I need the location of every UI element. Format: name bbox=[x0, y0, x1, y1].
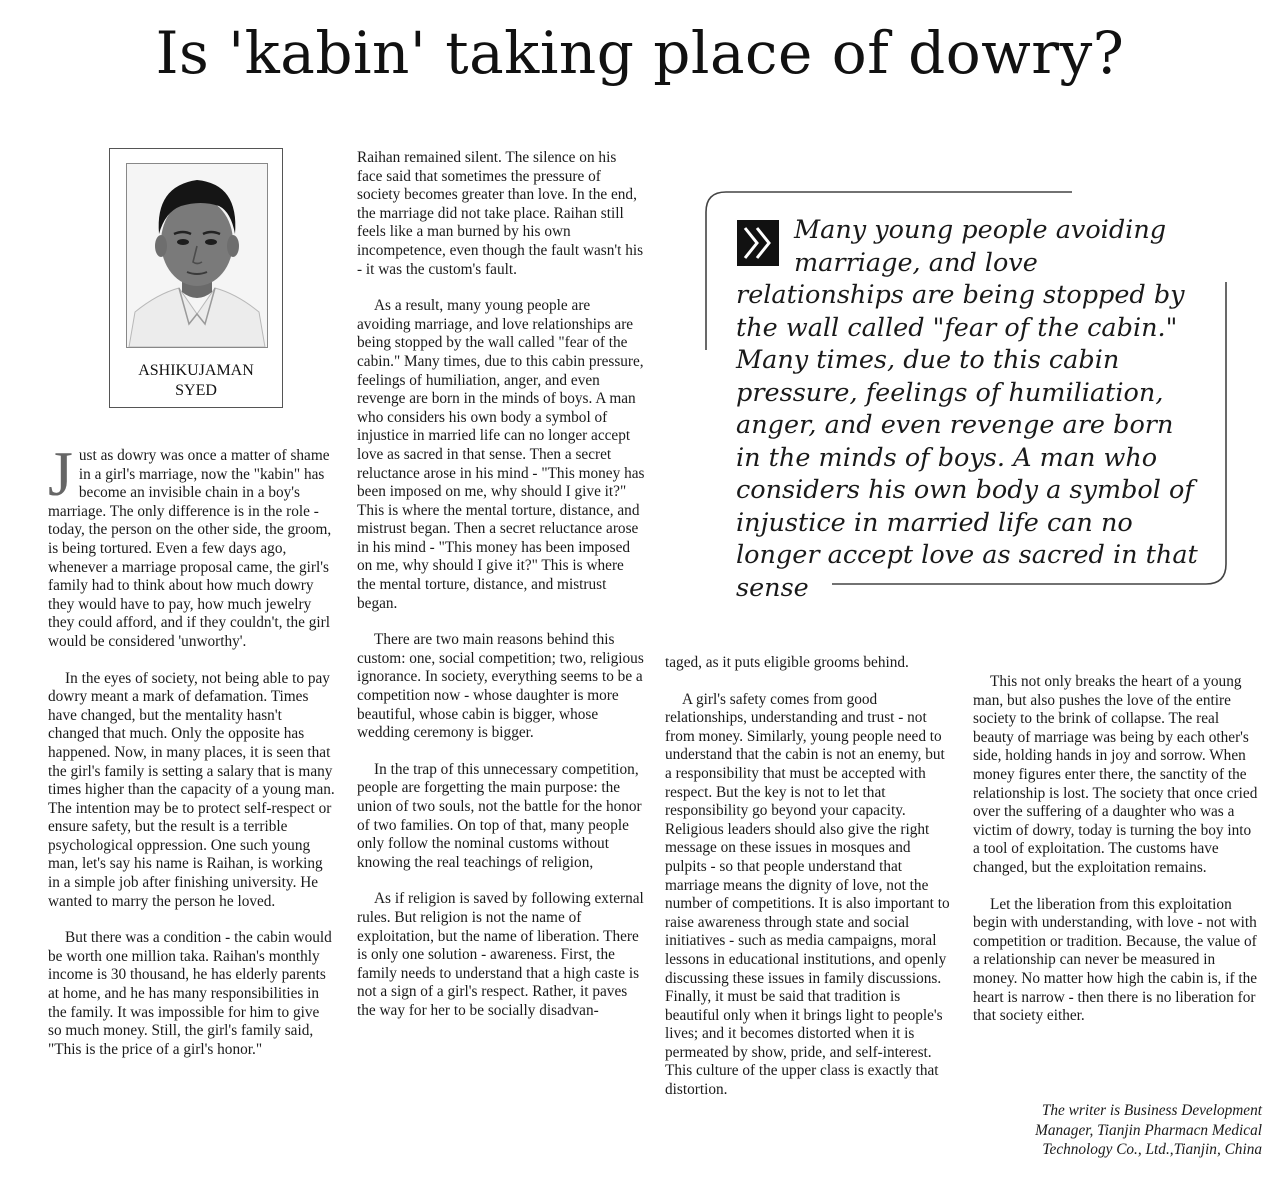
drop-cap: J bbox=[48, 438, 73, 509]
paragraph: Let the liberation from this exploitation begin with understanding, with love - not with competition or tradition. Because, the value of a relationship can never be measured in money. No matter how high the cabin is, if the heart is narrow - then there is no liberation for that society either. bbox=[973, 895, 1258, 1025]
article-column-2 bbox=[357, 149, 645, 1021]
paragraph: There are two main reasons behind this custom: one, social competition; two, religious ignorance. In society, everything seems to be a competition now - whose daughter is more beautiful, whose cabin is bigger, whose wedding ceremony is bigger. bbox=[357, 631, 644, 742]
article-column-4 bbox=[973, 673, 1261, 1026]
paragraph: As a result, many young people are avoiding marriage, and love relationships are being stopped by the wall called "fear of the cabin." Many times, due to this cabin pressure, feelings of humiliation, anger, and even revenge are born in the minds of boys. A man who considers his own body a symbol of injustice in married life can no longer accept love as sacred in that sense. Then a secret reluctance arose in his mind - "This money has been imposed on me, why should I give it?" This is where the mental torture, distance, and mistrust began. Then a secret reluctance arose in his mind - "This money has been imposed on me, why should I give it?" This is where the mental torture, distance, and mistrust began. bbox=[357, 297, 645, 612]
paragraph bbox=[48, 438, 336, 652]
paragraph-text: ust as dowry was once a matter of shame in a girl's marriage, now the "kabin" has become an invisible chain in a boy's marriage. The only difference is in the role - today, the person on the other side, the groom, is being tortured. Even a few days ago, whenever a marriage proposal came, the girl's family had to think about how much dowry they would have to pay, how much jewelry they could afford, and if they couldn't, the girl would be considered 'unworthy'. bbox=[48, 447, 332, 650]
paragraph: As if religion is saved by following external rules. But religion is not the name of exploitation, but the name of liberation. There is only one solution - awareness. First, the family needs to understand that a high caste is not a sign of a girl's respect. Rather, it paves the way for her to be socially disadvan- bbox=[357, 890, 644, 1019]
author-name: ASHIKUJAMAN SYED bbox=[138, 362, 254, 399]
article-column-1 bbox=[48, 438, 336, 1059]
author-photo bbox=[126, 163, 268, 348]
paragraph: But there was a condition - the cabin would be worth one million taka. Raihan's monthly income is 30 thousand, he has elderly parents at home, and he has many responsibilities in the family. It was impossible for him to give so much money. Still, the girl's family said, "This is the price of a girl's honor." bbox=[48, 929, 332, 1058]
headline: Is 'kabin' taking place of dowry? bbox=[155, 19, 1125, 87]
pull-quote bbox=[704, 190, 1228, 603]
author-byline: The writer is Business Development Manager, Tianjin Pharmacn Medical Technology Co., Ltd.,Tianjin, China bbox=[1035, 1102, 1262, 1158]
paragraph: This not only breaks the heart of a young man, but also pushes the love of the entire society to the brink of collapse. The real beauty of marriage was being by each other's side, holding hands in joy and sorrow. When money figures enter there, the sanctity of the relationship is lost. The society that once cried over the suffering of a daughter who was a victim of dowry, today is turning the boy into a tool of exploitation. The customs have changed, but the exploitation remains. bbox=[973, 673, 1258, 876]
author-box bbox=[109, 148, 283, 408]
article-column-3 bbox=[665, 654, 953, 1100]
paragraph: A girl's safety comes from good relationships, understanding and trust - not from money. Similarly, young people need to understand that the cabin is not an enemy, but a responsibility that must be accepted with respect. But the key is not to let that responsibility go beyond your capacity. Religious leaders should also give the right message on these issues in mosques and pulpits - so that people understand that marriage means the dignity of love, not the number of competitions. It is also important to raise awareness through state and social initiatives - such as media campaigns, moral lessons in educational institutions, and openly discussing these issues in family discussions. Finally, it must be said that tradition is beautiful only when it brings light to people's lives; and it becomes distorted when it is permeated by show, pride, and self-interest. This culture of the upper class is exactly that distortion. bbox=[665, 690, 950, 1099]
paragraph: In the eyes of society, not being able to pay dowry meant a mark of defamation. Times have changed, but the mentality hasn't changed that much. Only the opposite has happened. Now, in many places, it is seen that the girl's family is setting a salary that is many times higher than the capacity of a young man. The intention may be to protect self-respect or ensure safety, but the result is a terrible psychological oppression. One such young man, let's say his name is Raihan, is working in a simple job after finishing university. He wanted to marry the person he loved. bbox=[48, 669, 335, 910]
pull-quote-text: Many young people avoiding marriage, and love relationships are being stopped by the wall called "fear of the cabin." Many times, due to this cabin pressure, feelings of humiliation, anger, and even revenge are born in the minds of boys. A man who considers his own body a symbol of injustice in married life can no longer accept love as sacred in that sense bbox=[736, 215, 1198, 603]
paragraph: In the trap of this unnecessary competition, people are forgetting the main purpose: the union of two souls, not the battle for the honor of two families. On top of that, many people only follow the nominal customs without knowing the real teachings of religion, bbox=[357, 760, 642, 871]
author-portrait-icon bbox=[127, 164, 267, 347]
paragraph: taged, as it puts eligible grooms behind. bbox=[665, 654, 909, 671]
paragraph: Raihan remained silent. The silence on his face said that sometimes the pressure of society becomes greater than love. In the end, the marriage did not take place. Raihan still feels like a man burned by his own incompetence, even though the fault wasn't his - it was the custom's fault. bbox=[357, 149, 644, 278]
